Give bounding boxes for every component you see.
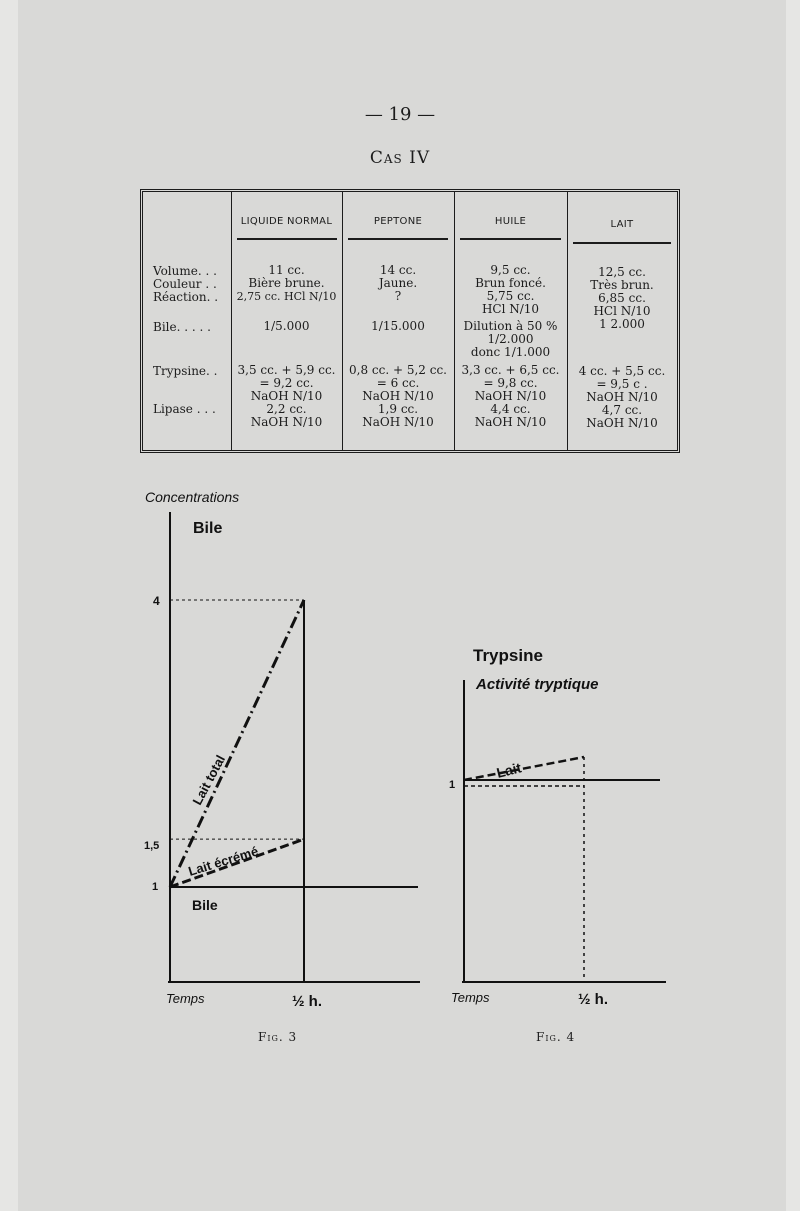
fig4-xlabel: Temps [451, 990, 490, 1005]
fig3-label-lait-ecreme: Lait écrémé [186, 843, 260, 879]
fig3-ytick-4: 4 [153, 594, 160, 608]
col-header-huile: HUILE [494, 216, 527, 227]
cell-normal-reaction: 2,75 cc. HCl N/10 [236, 290, 337, 303]
fig4-ytick-1: 1 [449, 779, 456, 791]
cell-peptone-lipase-line1: 1,9 cc. [377, 402, 419, 416]
fig3-label-lait-total: Lait total [189, 752, 229, 808]
row-label-bile: Bile. . . . . [153, 320, 211, 334]
cell-normal-volume: 11 cc. [268, 263, 305, 277]
fig3-ylabel: Concentrations [145, 489, 240, 505]
cell-peptone-couleur: Jaune. [378, 276, 418, 290]
cell-normal-bile: 1/5.000 [263, 319, 310, 333]
cell-lait-lipase-line1: 4,7 cc. [601, 403, 643, 417]
cell-peptone-reaction: ? [394, 289, 402, 303]
cell-normal-trypsine-line1: 3,5 cc. + 5,9 cc. [237, 363, 336, 377]
cell-lait-couleur: Très brun. [590, 278, 654, 292]
cell-huile-volume: 9,5 cc. [490, 263, 531, 277]
cell-huile-lipase-line1: 4,4 cc. [490, 402, 531, 416]
fig4-caption: Fig. 4 [536, 1030, 576, 1044]
cell-huile-bile-line2: 1/2.000 [487, 332, 534, 346]
fig3-label-bile: Bile [192, 897, 218, 913]
row-label-trypsine: Trypsine. . [153, 364, 218, 378]
fig4-subtitle: Activité tryptique [476, 676, 599, 693]
col-header-peptone: PEPTONE [373, 216, 423, 227]
cell-lait-volume: 12,5 cc. [598, 265, 646, 279]
fig4-title: Trypsine [473, 646, 543, 665]
cell-huile-reaction-line1: 5,75 cc. [486, 289, 535, 303]
cell-huile-lipase-line2: NaOH N/10 [474, 415, 547, 429]
col-header-lait: LAIT [610, 219, 634, 230]
cell-peptone-trypsine-line1: 0,8 cc. + 5,2 cc. [349, 363, 447, 377]
row-label-couleur: Couleur . . [153, 277, 217, 291]
page-number: — 19 — [364, 104, 436, 125]
fig3-ytick-1: 1 [152, 881, 159, 893]
cell-huile-reaction-line2: HCl N/10 [481, 302, 540, 316]
cell-huile-couleur: Brun foncé. [475, 276, 546, 290]
fig3-xlabel: Temps [166, 991, 205, 1006]
cell-lait-trypsine-line3: NaOH N/10 [586, 390, 658, 404]
fig4-series-lait [464, 757, 584, 780]
cell-huile-trypsine-line3: NaOH N/10 [474, 389, 547, 403]
fig3-title: Bile [193, 520, 223, 537]
cell-normal-trypsine-line2: = 9,2 cc. [259, 376, 314, 390]
cell-normal-couleur: Bière brune. [248, 276, 325, 290]
col-header-liquide-normal: LIQUIDE NORMAL [240, 216, 333, 227]
fig4-xtick-half-hour: ½ h. [578, 991, 609, 1008]
cell-huile-trypsine-line1: 3,3 cc. + 6,5 cc. [461, 363, 560, 377]
case-title: Cas IV [369, 148, 431, 168]
cell-normal-lipase-line2: NaOH N/10 [250, 415, 323, 429]
fig3-xtick-half-hour: ½ h. [292, 993, 323, 1010]
cell-peptone-volume: 14 cc. [379, 263, 417, 277]
row-label-volume: Volume. . . [153, 264, 217, 278]
cell-peptone-lipase-line2: NaOH N/10 [362, 415, 434, 429]
cell-lait-bile: 1 2.000 [599, 317, 645, 331]
fig4-label-lait: Lait [494, 759, 523, 781]
cell-lait-reaction-line1: 6,85 cc. [598, 291, 646, 305]
row-label-reaction: Réaction. . [153, 290, 219, 304]
row-label-lipase: Lipase . . . [153, 402, 216, 416]
cell-lait-trypsine-line2: = 9,5 c . [596, 377, 648, 391]
cell-normal-lipase-line1: 2,2 cc. [266, 402, 307, 416]
cell-lait-reaction-line2: HCl N/10 [593, 304, 651, 318]
cell-lait-trypsine-line1: 4 cc. + 5,5 cc. [578, 364, 666, 378]
cell-huile-bile-line3: donc 1/1.000 [470, 345, 551, 359]
fig3-caption: Fig. 3 [258, 1030, 298, 1044]
cell-normal-trypsine-line3: NaOH N/10 [250, 389, 323, 403]
cell-peptone-trypsine-line2: = 6 cc. [376, 376, 420, 390]
cell-huile-bile-line1: Dilution à 50 % [463, 319, 558, 333]
fig3-ytick-1-5: 1,5 [144, 840, 160, 852]
cell-huile-trypsine-line2: = 9,8 cc. [483, 376, 538, 390]
cell-lait-lipase-line2: NaOH N/10 [586, 416, 658, 430]
fig3-series-lait-total [170, 600, 304, 887]
cell-peptone-bile: 1/15.000 [371, 319, 425, 333]
cell-peptone-trypsine-line3: NaOH N/10 [362, 389, 434, 403]
